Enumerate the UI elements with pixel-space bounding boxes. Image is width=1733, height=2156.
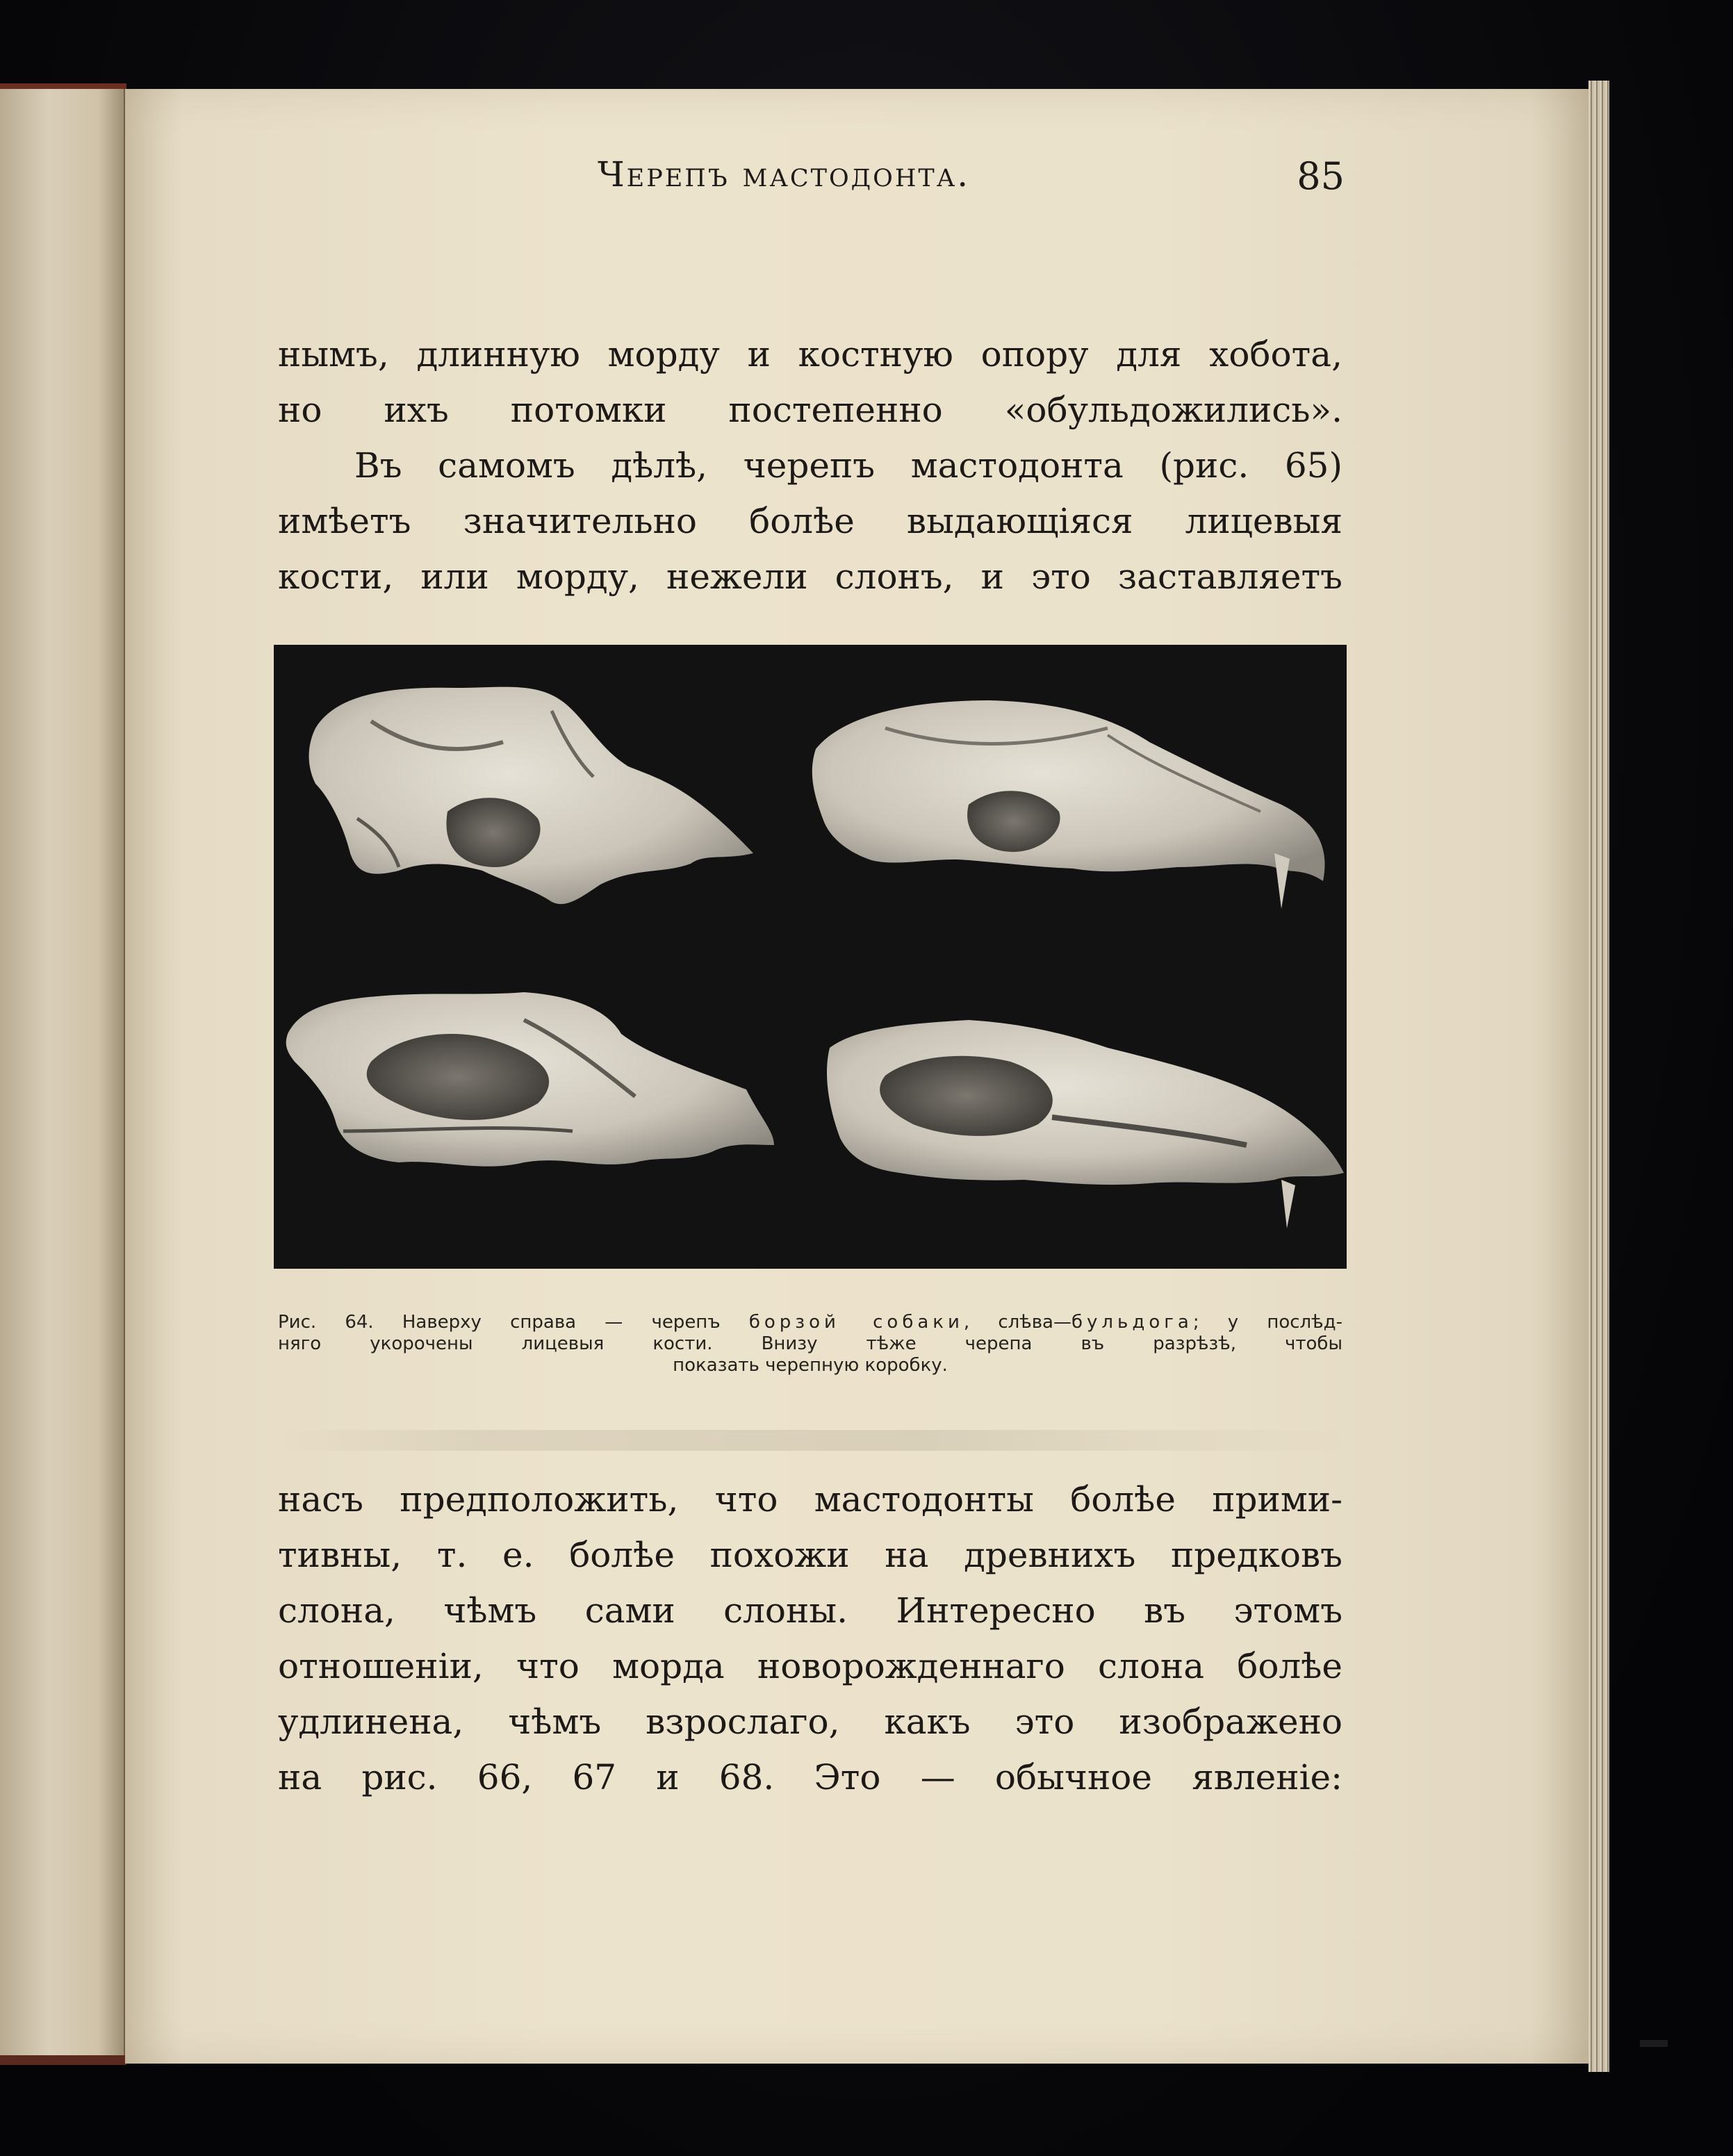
- show-through-text: [278, 1430, 1348, 1451]
- page-header: [153, 154, 1345, 210]
- caption-prefix: Рис. 64. Наверху справа — черепъ: [278, 1312, 749, 1333]
- running-head: Черепъ мастодонта.: [598, 154, 971, 195]
- caption-dog2: бульдога: [1071, 1312, 1193, 1333]
- text-line: имѣетъ значительно болѣе выдающіяся лицевыя: [278, 501, 1342, 541]
- text-line: удлинена, чѣмъ взрослаго, какъ это изображено: [278, 1702, 1342, 1742]
- skulls-illustration: [274, 645, 1347, 1269]
- text-line: кости, или морду, нежели слонъ, и это заставляетъ: [278, 557, 1342, 597]
- text-line: но ихъ потомки постепенно «обульдожились».: [278, 390, 1342, 430]
- text-line: отношеніи, что морда новорожденнаго слона болѣе: [278, 1646, 1342, 1686]
- caption-line-2: няго укорочены лицевыя кости. Внизу тѣже черепа въ разрѣзѣ, чтобы: [278, 1333, 1342, 1354]
- text-line: тивны, т. е. болѣе похожи на древнихъ предковъ: [278, 1535, 1342, 1575]
- text-line: на рис. 66, 67 и 68. Это — обычное явленіе:: [278, 1757, 1342, 1797]
- caption-line-3: показать черепную коробку.: [673, 1355, 948, 1376]
- left-page: [0, 89, 128, 2062]
- caption-mid: , слѣва—: [963, 1312, 1071, 1333]
- text-line: насъ предположить, что мастодонты болѣе прими-: [278, 1479, 1342, 1520]
- left-page-bottom-edge: [0, 2055, 126, 2065]
- text-line: Въ самомъ дѣлѣ, черепъ мастодонта (рис. 65): [354, 445, 1342, 486]
- page-number: 85: [1297, 154, 1345, 198]
- text-line: нымъ, длинную морду и костную опору для хобота,: [278, 334, 1342, 375]
- text-line: слона, чѣмъ сами слоны. Интересно въ этомъ: [278, 1590, 1342, 1631]
- skulls-photo: [274, 645, 1347, 1269]
- caption-suffix: ; у послѣд-: [1192, 1312, 1342, 1333]
- caption-line-1: [278, 1312, 1342, 1333]
- text-block-bottom: [278, 1472, 1342, 1805]
- page-edges: [1588, 81, 1609, 2072]
- scan-mark: [1640, 2040, 1668, 2047]
- text-block-top: [278, 327, 1342, 604]
- caption-dog1: борзой собаки: [748, 1312, 964, 1333]
- figure-caption: [278, 1312, 1342, 1376]
